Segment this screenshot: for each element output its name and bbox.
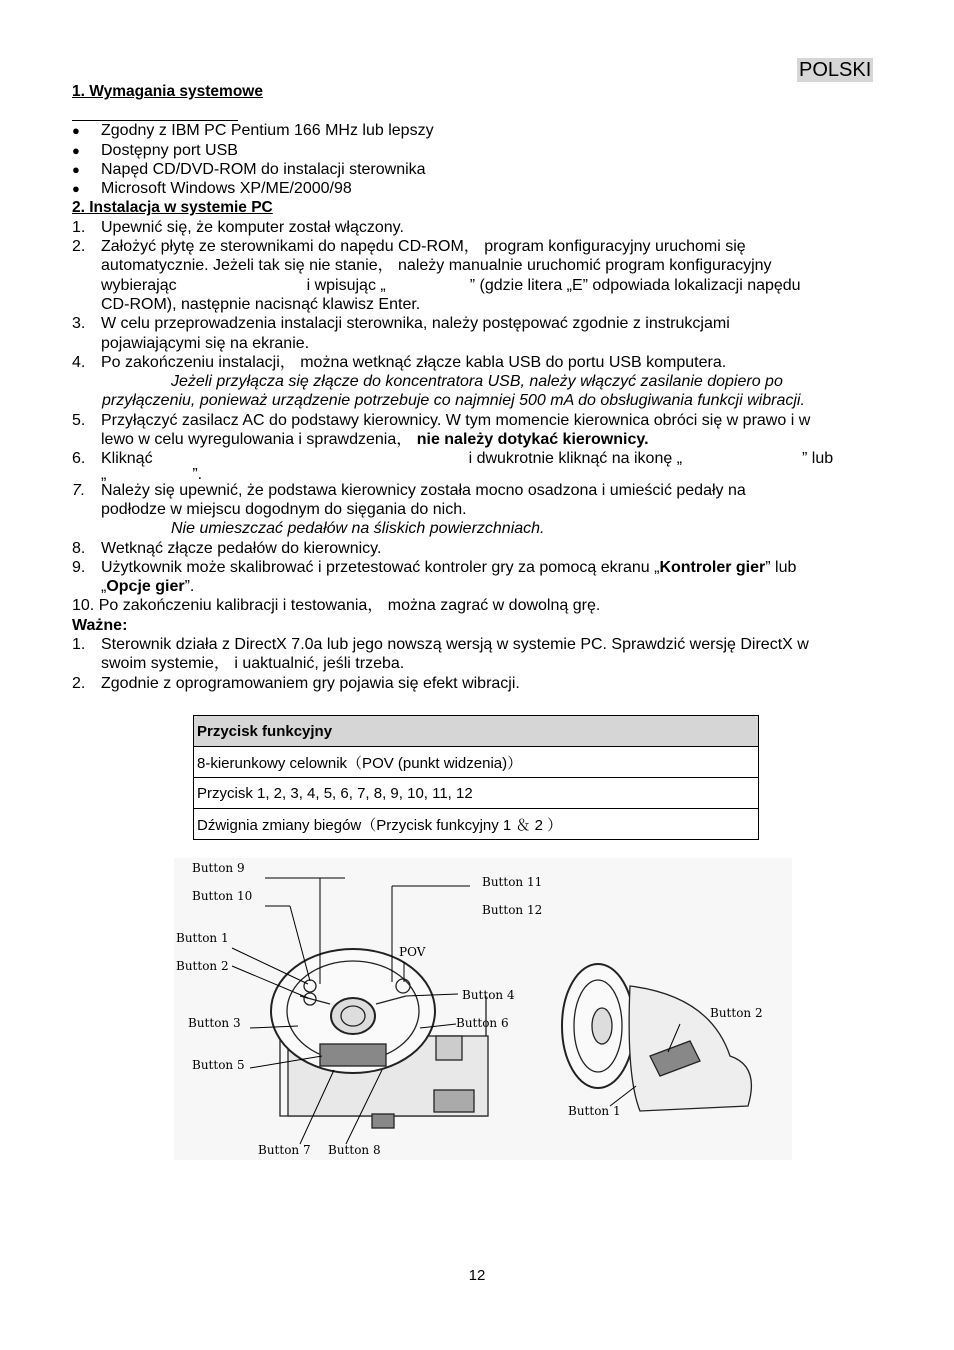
label-button-2: Button 2 [176, 959, 229, 973]
label-button-4: Button 4 [462, 988, 515, 1002]
install-step-7: 7. Należy się upewnić, że podstawa kierownicy została mocno osadzona i umieścić pedały na podłodze w miejscu dogodnym do sięgania do nich. [72, 481, 746, 518]
install-step-9: 9. Użytkownik może skalibrować i przetestować kontroler gry za pomocą ekranu „Kontroler gier” lub „Opcje gier”. [72, 558, 797, 596]
label-button-6: Button 6 [456, 1016, 509, 1030]
table-row: 8-kierunkowy celownik（POV (punkt widzenia)） [194, 747, 759, 778]
install-step-3: 3. W celu przeprowadzenia instalacji sterownika, należy postępować zgodnie z instrukcjami pojawiającymi się na ekranie. [72, 315, 730, 352]
label-button-1: Button 1 [176, 931, 229, 945]
table-row: Przycisk 1, 2, 3, 4, 5, 6, 7, 8, 9, 10, 11, 12 [194, 778, 759, 809]
label-button-8: Button 8 [328, 1143, 381, 1157]
page-number: 12 [468, 1267, 486, 1284]
table-row: Dźwignia zmiany biegów（Przycisk funkcyjny 1 ＆ 2 ） [194, 809, 759, 840]
install-step-10: 10. Po zakończeniu kalibracji i testowania， można zagrać w dowolną grę. [72, 597, 601, 615]
install-step-2: 2. Założyć płytę ze sterownikami do napędu CD-ROM， program konfiguracyjny uruchomi się automatycznie. Jeżeli tak się nie stanie， należy manualnie uruchomić program konfiguracyjny wybierając i wpisując „ ” (gdzie litera „E” odpowiada lokalizacji napędu CD-ROM), następnie nacisnąć klawisz Enter. [72, 238, 801, 313]
label-button-12: Button 12 [482, 903, 543, 917]
important-item-2: 2. Zgodnie z oprogramowaniem gry pojawia się efekt wibracji. [72, 674, 520, 692]
label-button-10: Button 10 [192, 889, 253, 903]
important-item-1: 1. Sterownik działa z DirectX 7.0a lub jego nowszą wersją w systemie PC. Sprawdzić wersję DirectX w swoim systemie， i uaktualnić, jeśli trzeba. [72, 636, 809, 673]
label-button-11: Button 11 [482, 875, 543, 889]
install-step-8: 8. Wetknąć złącze pedałów do kierownicy. [72, 539, 382, 557]
install-step-5: 5. Przyłączyć zasilacz AC do podstawy kierownicy. W tym momencie kierownica obróci się w prawo i w lewo w celu wyregulowania i sprawdzenia， nie należy dotykać kierownicy. [72, 411, 811, 449]
table-header: Przycisk funkcyjny [194, 716, 759, 747]
important-title: Ważne: [72, 616, 128, 634]
usb-hub-note-cont: przyłączeniu, ponieważ urządzenie potrzebuje co najmniej 500 mA do obsługiwania funkcji wibracji. [102, 392, 805, 410]
section-1-title: 1. Wymagania systemowe [72, 83, 263, 100]
bullet-icon: ● [72, 123, 80, 139]
label-side-button-1: Button 1 [568, 1104, 621, 1118]
language-label: POLSKI [799, 59, 872, 81]
requirement-item: ● Dostępny port USB [72, 141, 238, 159]
requirement-item: ● Microsoft Windows XP/ME/2000/98 [72, 180, 352, 198]
install-step-4: 4. Po zakończeniu instalacji， można wetknąć złącze kabla USB do portu USB komputera. [72, 353, 727, 371]
requirement-item: ● Napęd CD/DVD-ROM do instalacji sterownika [72, 160, 426, 178]
label-button-9: Button 9 [192, 861, 245, 875]
bullet-icon: ● [72, 142, 80, 158]
install-step-1: 1. Upewnić się, że komputer został włączony. [72, 218, 404, 236]
label-button-5: Button 5 [192, 1058, 245, 1072]
bullet-icon: ● [72, 181, 80, 197]
function-button-table [193, 715, 759, 840]
usb-hub-note: Jeżeli przyłącza się złącze do koncentratora USB, należy włączyć zasilanie dopiero po [171, 373, 783, 391]
pedal-note: Nie umieszczać pedałów na śliskich powierzchniach. [171, 520, 545, 538]
requirement-item: ● Zgodny z IBM PC Pentium 166 MHz lub lepszy [72, 122, 434, 140]
section-2-title: 2. Instalacja w systemie PC [72, 199, 273, 217]
label-button-7: Button 7 [258, 1143, 311, 1157]
label-button-3: Button 3 [188, 1016, 241, 1030]
label-side-button-2: Button 2 [710, 1006, 763, 1020]
label-pov: POV [399, 945, 426, 959]
steering-wheel-diagram [170, 856, 794, 1162]
bullet-icon: ● [72, 161, 80, 177]
section-divider [72, 101, 238, 121]
install-step-6: 6. Kliknąć i dwukrotnie kliknąć na ikonę „ ” lub „ ”. [72, 450, 834, 483]
instructions-text [72, 82, 884, 693]
